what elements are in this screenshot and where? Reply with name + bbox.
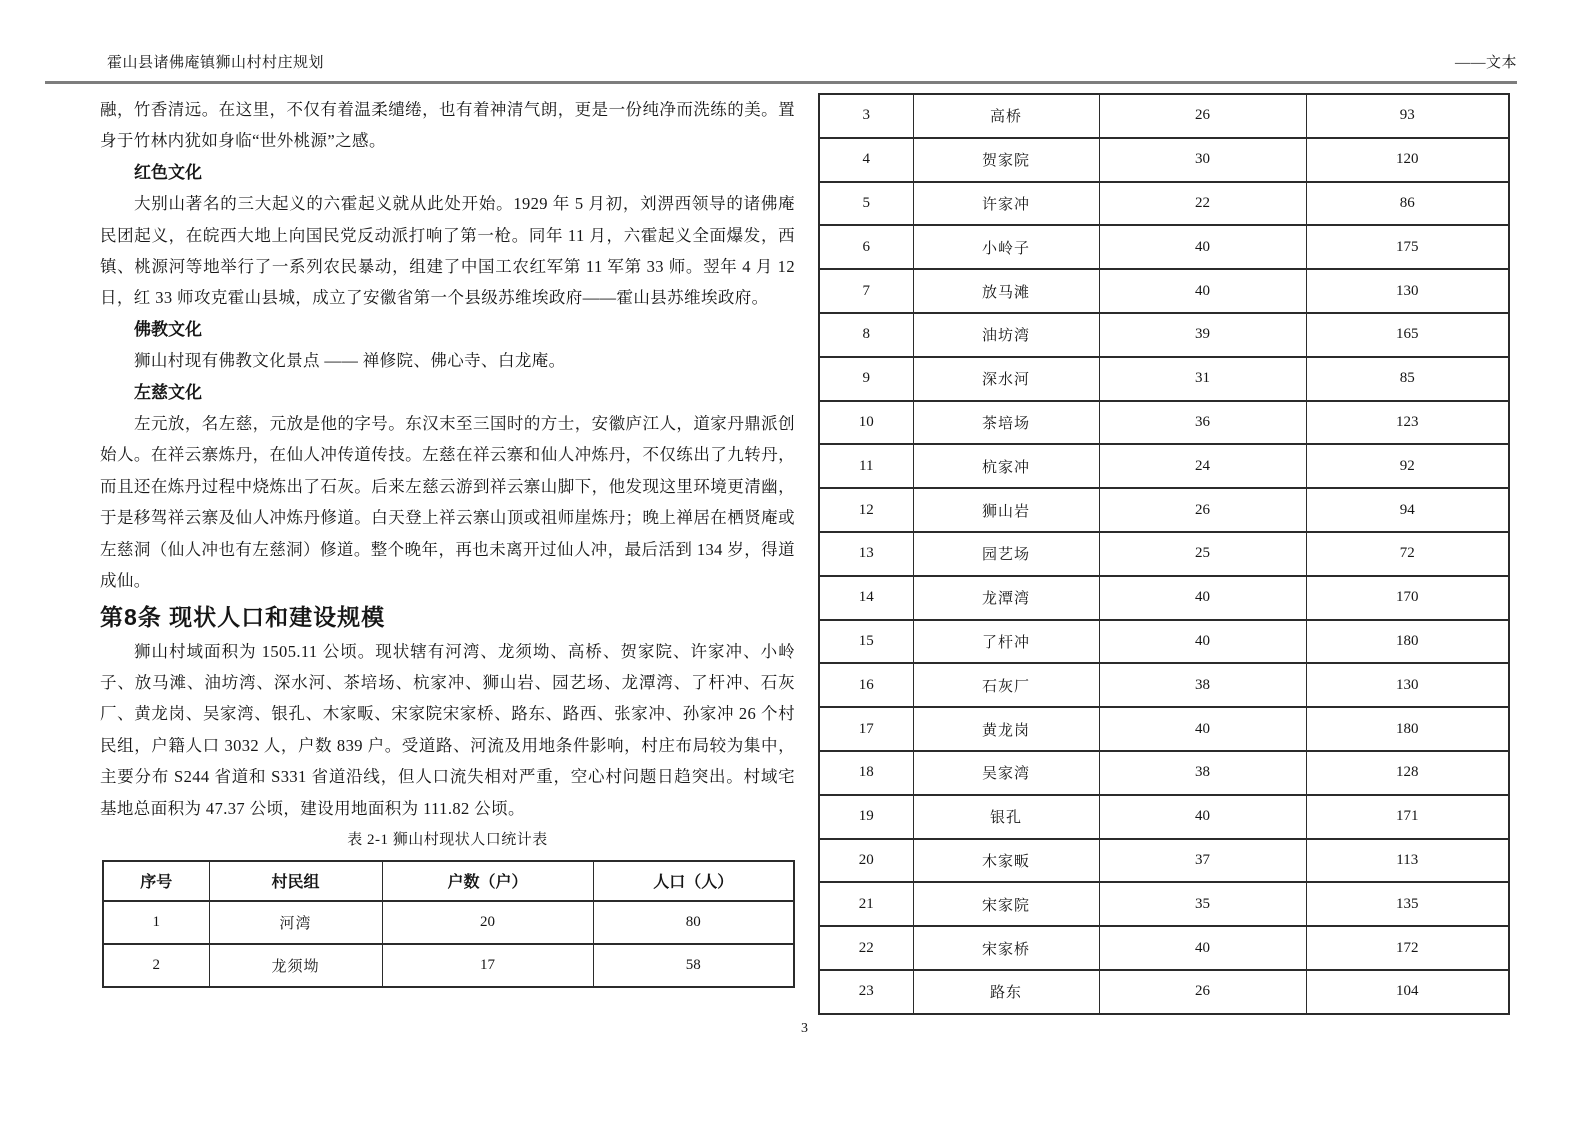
paragraph-zuoci-culture: 左元放，名左慈，元放是他的字号。东汉末至三国时的方士，安徽庐江人，道家丹鼎派创始人。在祥云寨炼丹，在仙人冲传道传技。左慈在祥云寨和仙人冲炼丹，不仅练出了九转丹，而且还在炼丹过程中烧炼出了石灰。后来左慈云游到祥云寨山脚下，他发现这里环境更清幽，于是移驾祥云寨及仙人冲炼丹修道。白天登上祥云寨山顶或祖师崖炼丹；晚上禅居在栖贤庵或左慈洞（仙人冲也有左慈洞）修道。整个晚年，再也未离开过仙人冲，最后活到 134 岁，得道成仙。 xyxy=(100,414,795,591)
cell-serial: 1 xyxy=(103,901,209,944)
cell-population: 130 xyxy=(1306,269,1509,313)
population-table-header xyxy=(103,861,794,901)
cell-households: 25 xyxy=(1099,532,1306,576)
paragraph-buddhist-culture: 狮山村现有佛教文化景点 —— 禅修院、佛心寺、白龙庵。 xyxy=(134,351,566,371)
cell-households: 37 xyxy=(1099,839,1306,883)
table-row xyxy=(819,882,1509,926)
cell-serial: 2 xyxy=(103,944,209,987)
cell-households: 26 xyxy=(1099,970,1306,1014)
table-row xyxy=(819,269,1509,313)
cell-population: 123 xyxy=(1306,401,1509,445)
cell-serial: 13 xyxy=(819,532,913,576)
cell-serial: 21 xyxy=(819,882,913,926)
table-caption: 表 2-1 狮山村现状人口统计表 xyxy=(347,831,548,848)
cell-population: 72 xyxy=(1306,532,1509,576)
cell-households: 38 xyxy=(1099,663,1306,707)
col-header-population: 人口（人） xyxy=(593,861,794,901)
population-table-body-left xyxy=(103,901,794,987)
cell-population: 180 xyxy=(1306,707,1509,751)
cell-serial: 16 xyxy=(819,663,913,707)
cell-serial: 3 xyxy=(819,94,913,138)
table-row xyxy=(819,313,1509,357)
cell-village-group: 小岭子 xyxy=(913,225,1099,269)
cell-village-group: 宋家桥 xyxy=(913,926,1099,970)
header-document-title: 霍山县诸佛庵镇狮山村村庄规划 xyxy=(107,55,325,71)
table-row xyxy=(819,401,1509,445)
cell-village-group: 深水河 xyxy=(913,357,1099,401)
cell-households: 36 xyxy=(1099,401,1306,445)
cell-village-group: 银孔 xyxy=(913,795,1099,839)
cell-village-group: 石灰厂 xyxy=(913,663,1099,707)
cell-village-group: 吴家湾 xyxy=(913,751,1099,795)
cell-households: 39 xyxy=(1099,313,1306,357)
cell-serial: 7 xyxy=(819,269,913,313)
cell-households: 24 xyxy=(1099,444,1306,488)
cell-population: 93 xyxy=(1306,94,1509,138)
cell-population: 171 xyxy=(1306,795,1509,839)
cell-village-group: 许家冲 xyxy=(913,182,1099,226)
cell-population: 86 xyxy=(1306,182,1509,226)
cell-population: 92 xyxy=(1306,444,1509,488)
cell-village-group: 宋家院 xyxy=(913,882,1099,926)
table-row xyxy=(819,225,1509,269)
table-row xyxy=(819,663,1509,707)
paragraph-article-8: 狮山村域面积为 1505.11 公顷。现状辖有河湾、龙须坳、高桥、贺家院、许家冲、小岭子、放马滩、油坊湾、深水河、茶培场、杭家冲、狮山岩、园艺场、龙潭湾、了杆冲、石灰厂、黄龙岗、吴家湾、银孔、木家畈、宋家院宋家桥、路东、路西、张家冲、孙家冲 26 个村民组，户籍人口 3032 人，户数 839 户。受道路、河流及用地条件影响，村庄布局较为集中，主要分布 S244 省道和 S331 省道沿线，但人口流失相对严重，空心村问题日趋突出。村域宅基地总面积为 47.37 公顷，建设用地面积为 111.82 公顷。 xyxy=(100,641,795,818)
cell-population: 130 xyxy=(1306,663,1509,707)
cell-population: 135 xyxy=(1306,882,1509,926)
col-header-households: 户数（户） xyxy=(382,861,593,901)
table-row xyxy=(819,970,1509,1014)
table-header-row xyxy=(103,861,794,901)
cell-population: 58 xyxy=(593,944,794,987)
cell-serial: 20 xyxy=(819,839,913,883)
table-row xyxy=(103,901,794,944)
table-row xyxy=(819,94,1509,138)
paragraph-intro-continuation: 融，竹香清远。在这里，不仅有着温柔缱绻，也有着神清气朗，更是一份纯净而洗练的美。置身于竹林内犹如身临“世外桃源”之感。 xyxy=(100,100,795,151)
cell-population: 113 xyxy=(1306,839,1509,883)
cell-village-group: 龙须坳 xyxy=(209,944,382,987)
population-table-part-1 xyxy=(102,860,795,988)
cell-population: 120 xyxy=(1306,138,1509,182)
cell-households: 40 xyxy=(1099,707,1306,751)
cell-households: 40 xyxy=(1099,620,1306,664)
table-row xyxy=(819,444,1509,488)
cell-population: 94 xyxy=(1306,488,1509,532)
cell-households: 35 xyxy=(1099,882,1306,926)
table-row xyxy=(819,926,1509,970)
cell-village-group: 狮山岩 xyxy=(913,488,1099,532)
cell-serial: 12 xyxy=(819,488,913,532)
cell-households: 40 xyxy=(1099,795,1306,839)
cell-serial: 17 xyxy=(819,707,913,751)
cell-village-group: 高桥 xyxy=(913,94,1099,138)
cell-population: 165 xyxy=(1306,313,1509,357)
cell-village-group: 了杆冲 xyxy=(913,620,1099,664)
cell-serial: 4 xyxy=(819,138,913,182)
cell-households: 17 xyxy=(382,944,593,987)
table-row xyxy=(819,620,1509,664)
cell-serial: 15 xyxy=(819,620,913,664)
cell-population: 175 xyxy=(1306,225,1509,269)
cell-serial: 22 xyxy=(819,926,913,970)
heading-red-culture: 红色文化 xyxy=(134,162,202,182)
cell-population: 172 xyxy=(1306,926,1509,970)
heading-article-8: 第8条 现状人口和建设规模 xyxy=(100,603,386,630)
table-row xyxy=(819,138,1509,182)
cell-households: 40 xyxy=(1099,576,1306,620)
table-row xyxy=(819,707,1509,751)
table-row xyxy=(819,839,1509,883)
table-row xyxy=(819,795,1509,839)
cell-serial: 23 xyxy=(819,970,913,1014)
table-row xyxy=(103,944,794,987)
table-row xyxy=(819,488,1509,532)
header-rule xyxy=(45,81,1517,84)
cell-households: 26 xyxy=(1099,488,1306,532)
cell-population: 80 xyxy=(593,901,794,944)
cell-households: 30 xyxy=(1099,138,1306,182)
cell-village-group: 放马滩 xyxy=(913,269,1099,313)
table-row xyxy=(819,576,1509,620)
cell-serial: 11 xyxy=(819,444,913,488)
cell-households: 38 xyxy=(1099,751,1306,795)
cell-population: 104 xyxy=(1306,970,1509,1014)
cell-serial: 8 xyxy=(819,313,913,357)
table-row xyxy=(819,357,1509,401)
cell-village-group: 茶培场 xyxy=(913,401,1099,445)
population-table-part-2 xyxy=(818,93,1510,1015)
cell-serial: 6 xyxy=(819,225,913,269)
cell-village-group: 贺家院 xyxy=(913,138,1099,182)
cell-village-group: 黄龙岗 xyxy=(913,707,1099,751)
population-table-body-right xyxy=(819,94,1509,1014)
table-row xyxy=(819,751,1509,795)
cell-village-group: 木家畈 xyxy=(913,839,1099,883)
cell-village-group: 园艺场 xyxy=(913,532,1099,576)
cell-village-group: 龙潭湾 xyxy=(913,576,1099,620)
cell-serial: 19 xyxy=(819,795,913,839)
cell-households: 26 xyxy=(1099,94,1306,138)
cell-population: 180 xyxy=(1306,620,1509,664)
cell-households: 20 xyxy=(382,901,593,944)
cell-households: 40 xyxy=(1099,926,1306,970)
table-row xyxy=(819,532,1509,576)
left-column xyxy=(100,94,795,988)
col-header-group: 村民组 xyxy=(209,861,382,901)
header-doc-type-label: ——文本 xyxy=(1454,55,1517,71)
heading-zuoci-culture: 左慈文化 xyxy=(134,382,202,402)
paragraph-red-culture: 大别山著名的三大起义的六霍起义就从此处开始。1929 年 5 月初，刘淠西领导的诸佛庵民团起义，在皖西大地上向国民党反动派打响了第一枪。同年 11 月，六霍起义全面爆发，西镇、桃源河等地举行了一系列农民暴动，组建了中国工农红军第 11 军第 33 师。翌年 4 月 12 日，红 33 师攻克霍山县城，成立了安徽省第一个县级苏维埃政府——霍山县苏维埃政府。 xyxy=(100,194,795,308)
cell-serial: 18 xyxy=(819,751,913,795)
cell-village-group: 杭家冲 xyxy=(913,444,1099,488)
cell-households: 22 xyxy=(1099,182,1306,226)
cell-households: 40 xyxy=(1099,269,1306,313)
cell-population: 170 xyxy=(1306,576,1509,620)
cell-serial: 5 xyxy=(819,182,913,226)
cell-village-group: 油坊湾 xyxy=(913,313,1099,357)
page-number: 3 xyxy=(801,1021,808,1036)
cell-households: 40 xyxy=(1099,225,1306,269)
cell-serial: 14 xyxy=(819,576,913,620)
heading-buddhist-culture: 佛教文化 xyxy=(134,319,202,339)
col-header-serial: 序号 xyxy=(103,861,209,901)
cell-households: 31 xyxy=(1099,357,1306,401)
cell-population: 128 xyxy=(1306,751,1509,795)
cell-serial: 10 xyxy=(819,401,913,445)
table-row xyxy=(819,182,1509,226)
cell-village-group: 路东 xyxy=(913,970,1099,1014)
cell-village-group: 河湾 xyxy=(209,901,382,944)
cell-population: 85 xyxy=(1306,357,1509,401)
cell-serial: 9 xyxy=(819,357,913,401)
